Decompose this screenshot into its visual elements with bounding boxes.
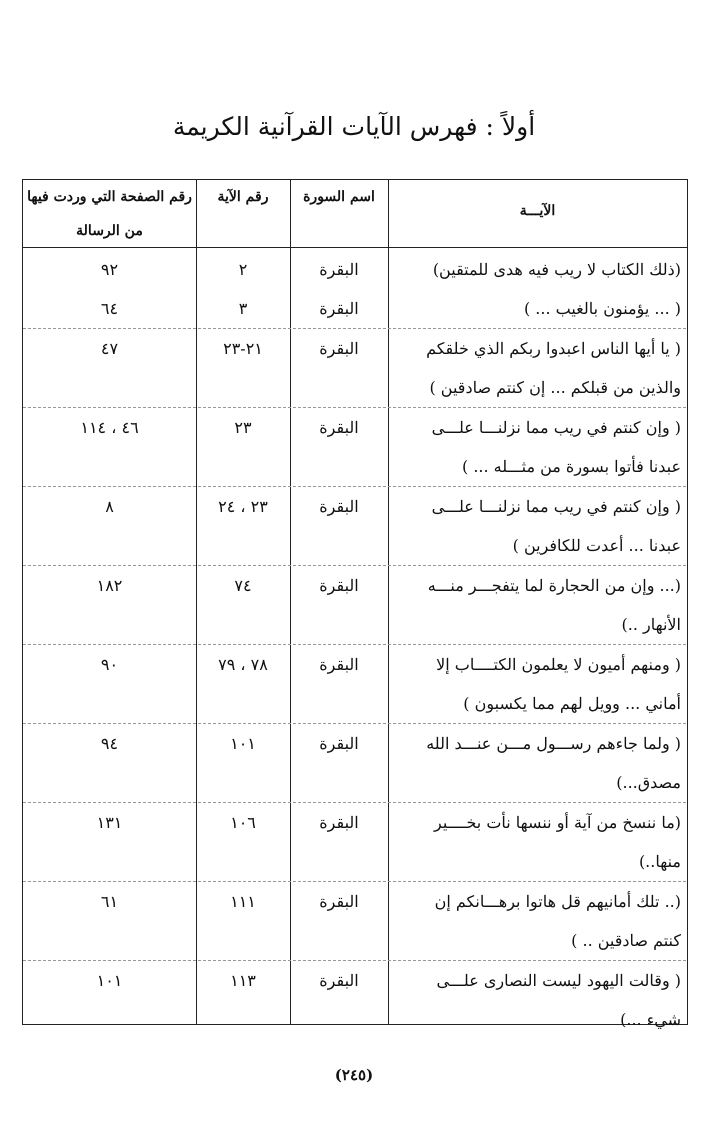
ayah-cell [394, 250, 681, 328]
ayah-line: كنتم صادقين .. ) [571, 931, 681, 950]
ayah-line: ( ... يؤمنون بالغيب ... ) [523, 299, 681, 318]
header-page-number: رقم الصفحة التي وردت فيها من الرسالة [27, 189, 192, 239]
ayah-cell [394, 961, 681, 1039]
ayah-line: شيء ...) [620, 1010, 681, 1029]
page-number: ١٣١ [96, 813, 123, 832]
ayah-line: ( ولما جاءهم رســـول مـــن عنـــد الله [426, 734, 681, 753]
header-ayah: الآيـــة [519, 203, 556, 219]
ayah-cell [394, 803, 681, 881]
ayah-line: عبدنا فأتوا بسورة من مثـــله ... ) [462, 457, 681, 476]
ayah-number-cell [196, 250, 290, 328]
verses-index-table [22, 179, 688, 1029]
ayah-line: عبدنا ... أعدت للكافرين ) [512, 536, 681, 555]
header-ayah-number: رقم الآية [217, 189, 269, 205]
table-row [23, 329, 686, 408]
ayah-line: ( وإن كنتم في ريب مما نزلنـــا علـــى [431, 497, 681, 516]
ayah-line: مصدق...) [616, 773, 681, 792]
table-row [23, 250, 686, 329]
page-number: ٦١ [100, 892, 119, 911]
surah-name: البقرة [319, 339, 359, 358]
page-number: ٩٢ [100, 260, 119, 279]
ayah-number: ٢ [238, 260, 248, 279]
ayah-number: ٢١-٢٣ [223, 339, 263, 358]
ayah-number: ١٠١ [230, 734, 256, 753]
ayah-line: (ذلك الكتاب لا ريب فيه هدى للمتقين) [432, 260, 681, 279]
table-row [23, 645, 686, 724]
ayah-line: (... وإن من الحجارة لما يتفجـــر منـــه [427, 576, 681, 595]
ayah-line: ( وإن كنتم في ريب مما نزلنـــا علـــى [431, 418, 681, 437]
table-row [23, 803, 686, 882]
table-row [23, 487, 686, 566]
ayah-cell [394, 724, 681, 802]
ayah-line: ( يا أيها الناس اعبدوا ربكم الذي خلقكم [426, 339, 681, 358]
header-surah: اسم السورة [303, 189, 375, 205]
surah-name: البقرة [319, 299, 359, 318]
ayah-cell [394, 882, 681, 960]
surah-cell [290, 250, 388, 328]
surah-name: البقرة [319, 418, 359, 437]
table-row [23, 408, 686, 487]
table-row [23, 566, 686, 645]
table-row [23, 882, 686, 961]
page-number: ٦٤ [100, 299, 119, 318]
page-number: ١٨٢ [96, 576, 123, 595]
ayah-number: ١١٣ [230, 971, 256, 990]
ayah-line: والذين من قبلكم ... إن كنتم صادقين ) [429, 378, 681, 397]
ayah-number: ٣ [238, 299, 248, 318]
table-row [23, 961, 686, 1039]
page-number: ٨ [105, 497, 114, 516]
page-number: ٩٤ [100, 734, 119, 753]
ayah-line: أماني ... وويل لهم مما يكسبون ) [463, 694, 681, 713]
ayah-cell [394, 408, 681, 486]
page-number: ٩٠ [100, 655, 119, 674]
ayah-number: ٢٣ [234, 418, 252, 437]
ayah-line: ( وقالت اليهود ليست النصارى علـــى [436, 971, 681, 990]
table-row [23, 724, 686, 803]
ayah-number: ٢٣ ، ٢٤ [218, 497, 268, 516]
table-body [23, 250, 686, 1039]
ayah-line: (.. تلك أمانيهم قل هاتوا برهـــانكم إن [434, 892, 681, 911]
page-number: ٤٦ ، ١١٤ [80, 418, 139, 437]
ayah-line: (ما ننسخ من آية أو ننسها نأت بخــــير [434, 813, 681, 832]
ayah-line: الأنهار ..) [621, 615, 681, 634]
page-number: ١٠١ [96, 971, 123, 990]
surah-name: البقرة [319, 655, 359, 674]
surah-name: البقرة [319, 260, 359, 279]
page-number: ٤٧ [100, 339, 119, 358]
ayah-number: ١٠٦ [230, 813, 256, 832]
page-title: أولاً : فهرس الآيات القرآنية الكريمة [172, 112, 536, 141]
ayah-line: ( ومنهم أميون لا يعلمون الكتــــاب إلا [436, 655, 681, 674]
ayah-cell [394, 566, 681, 644]
page-number-footer: (٢٤٥) [334, 1066, 374, 1084]
ayah-line: منها..) [638, 852, 681, 871]
surah-name: البقرة [319, 971, 359, 990]
surah-name: البقرة [319, 576, 359, 595]
ayah-number: ٧٨ ، ٧٩ [218, 655, 268, 674]
surah-name: البقرة [319, 734, 359, 753]
ayah-number: ١١١ [230, 892, 256, 911]
ayah-number: ٧٤ [234, 576, 252, 595]
page-number-cell [23, 250, 196, 328]
surah-name: البقرة [319, 813, 359, 832]
ayah-cell [394, 645, 681, 723]
surah-name: البقرة [319, 892, 359, 911]
ayah-cell [394, 329, 681, 407]
surah-name: البقرة [319, 497, 359, 516]
ayah-cell [394, 487, 681, 565]
